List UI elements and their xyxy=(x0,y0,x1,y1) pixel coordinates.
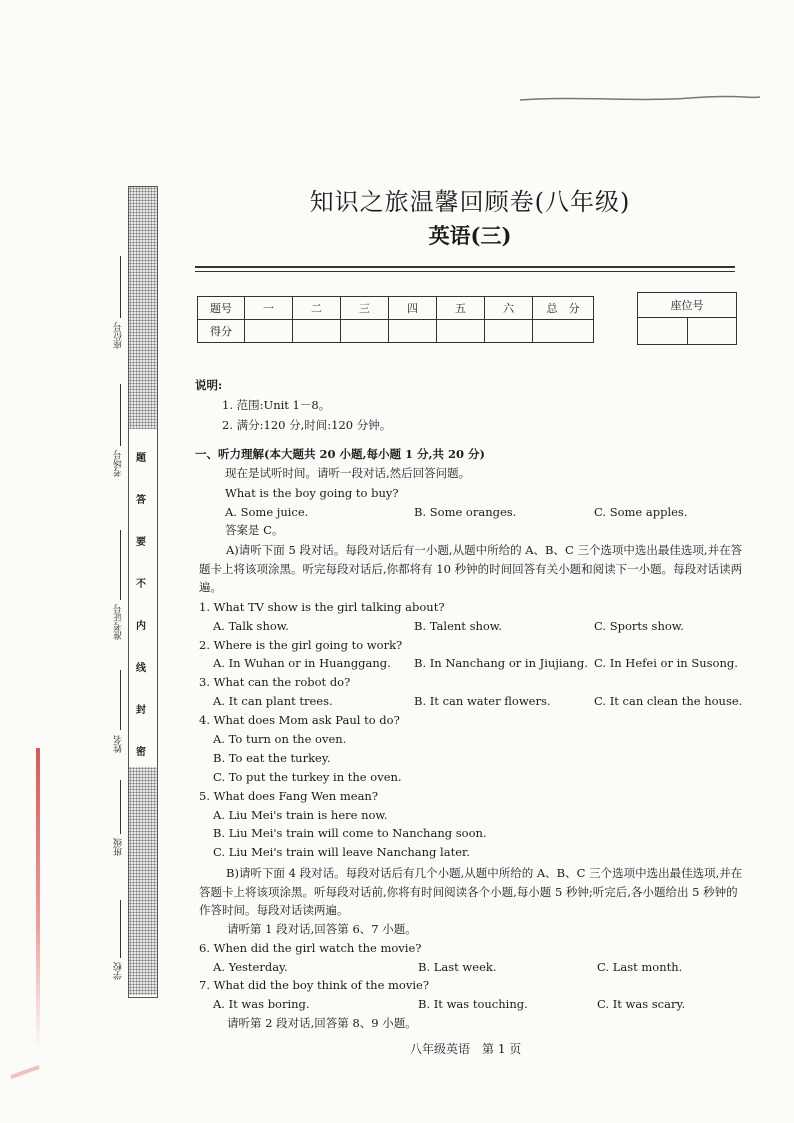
option: C. Sports show. xyxy=(594,619,684,633)
notes-heading: 说明: xyxy=(195,378,223,392)
option: C. Last month. xyxy=(597,960,683,974)
score-cell[interactable] xyxy=(389,320,437,343)
class-label: 班级 xyxy=(114,838,124,856)
seal-char: 线 xyxy=(136,663,146,674)
option: B. Liu Mei's train will come to Nanchang soon. xyxy=(213,826,487,840)
option: B. In Nanchang or in Jiujiang. xyxy=(414,656,588,670)
option: A. It can plant trees. xyxy=(213,694,333,708)
question: 7. What did the boy think of the movie? xyxy=(199,978,430,992)
score-cell[interactable] xyxy=(533,320,594,343)
seal-char: 内 xyxy=(136,621,146,632)
option: A. Some juice. xyxy=(225,505,309,519)
seal-char: 题 xyxy=(136,453,146,464)
binding-strip xyxy=(128,186,158,998)
option: A. Liu Mei's train is here now. xyxy=(213,808,388,822)
score-cell[interactable] xyxy=(341,320,389,343)
sample-question: What is the boy going to buy? xyxy=(225,486,399,500)
score-header-cell: 二 xyxy=(293,297,341,320)
admission-number-line[interactable] xyxy=(120,530,121,600)
score-header-cell: 三 xyxy=(341,297,389,320)
part-a-instructions: A)请听下面 5 段对话。每段对话后有一小题,从题中所给的 A、B、C 三个选项中选出最佳选项,并在答题卡上将该项涂黑。听完每段对话后,你都将有 10 秒钟的时间回答有关小题和阅读下一小题。每段对话读两遍。 xyxy=(199,543,743,594)
option: C. Some apples. xyxy=(594,505,688,519)
question: 2. Where is the girl going to work? xyxy=(199,638,403,652)
dialog-instruction: 请听第 2 段对话,回答第 8、9 小题。 xyxy=(227,1016,417,1030)
question: 4. What does Mom ask Paul to do? xyxy=(199,713,400,727)
option: C. It was scary. xyxy=(597,997,686,1011)
score-header-cell: 一 xyxy=(245,297,293,320)
exam-room-label: 考场号 xyxy=(114,450,124,477)
question: 3. What can the robot do? xyxy=(199,675,351,689)
seal-line-area xyxy=(129,429,157,767)
name-label: 姓名 xyxy=(114,735,124,753)
notes-item: 1. 范围:Unit 1－8。 xyxy=(222,398,331,412)
notes-item: 2. 满分:120 分,时间:120 分钟。 xyxy=(222,418,392,432)
option: B. Some oranges. xyxy=(414,505,517,519)
seat-number-label: 座位号 xyxy=(114,322,124,349)
score-cell[interactable] xyxy=(245,320,293,343)
score-header-cell: 总 分 xyxy=(533,297,594,320)
score-cell[interactable] xyxy=(437,320,485,343)
seal-char: 答 xyxy=(136,495,146,506)
binding-pattern-top xyxy=(129,187,157,429)
option: A. To turn on the oven. xyxy=(213,732,347,746)
option: C. To put the turkey in the oven. xyxy=(213,770,402,784)
question: 5. What does Fang Wen mean? xyxy=(199,789,379,803)
score-header-cell: 五 xyxy=(437,297,485,320)
scan-stroke-mark xyxy=(520,94,760,104)
seat-cell[interactable] xyxy=(687,318,737,345)
seal-char: 不 xyxy=(136,579,146,590)
score-row-label: 得分 xyxy=(198,320,245,343)
exam-title: 知识之旅温馨回顾卷(八年级) xyxy=(309,188,631,216)
option: B. Last week. xyxy=(418,960,497,974)
binding-pattern-bottom xyxy=(129,767,157,995)
red-margin-mark xyxy=(36,748,40,1048)
admission-number-label: 准考证号 xyxy=(114,604,124,640)
sample-answer: 答案是 C。 xyxy=(225,523,284,537)
score-header-cell: 六 xyxy=(485,297,533,320)
exam-room-line[interactable] xyxy=(120,384,121,446)
option: B. It was touching. xyxy=(418,997,528,1011)
school-label: 学校 xyxy=(114,962,124,980)
option: C. Liu Mei's train will leave Nanchang later. xyxy=(213,845,470,859)
option: C. In Hefei or in Susong. xyxy=(594,656,738,670)
dialog-instruction: 请听第 1 段对话,回答第 6、7 小题。 xyxy=(227,922,417,936)
seat-cell[interactable] xyxy=(638,318,688,345)
question: 1. What TV show is the girl talking about? xyxy=(199,600,445,614)
option: A. Talk show. xyxy=(213,619,289,633)
seat-table xyxy=(637,292,737,345)
option: B. Talent show. xyxy=(414,619,502,633)
score-table xyxy=(197,296,594,343)
question: 6. When did the girl watch the movie? xyxy=(199,941,422,955)
option: B. To eat the turkey. xyxy=(213,751,331,765)
school-line[interactable] xyxy=(120,900,121,958)
name-line[interactable] xyxy=(120,670,121,730)
page-footer: 八年级英语 第 1 页 xyxy=(410,1042,522,1056)
option: A. In Wuhan or in Huanggang. xyxy=(213,656,391,670)
seal-char: 要 xyxy=(136,537,146,548)
section-heading: 一、听力理解(本大题共 20 小题,每小题 1 分,共 20 分) xyxy=(195,447,485,461)
seat-number-line[interactable] xyxy=(120,256,121,318)
score-cell[interactable] xyxy=(293,320,341,343)
option: B. It can water flowers. xyxy=(414,694,551,708)
seal-char: 密 xyxy=(136,747,146,758)
score-header-cell: 题号 xyxy=(198,297,245,320)
exam-subtitle: 英语(三) xyxy=(428,223,512,248)
option: C. It can clean the house. xyxy=(594,694,743,708)
title-rule-thin xyxy=(195,271,735,272)
score-cell[interactable] xyxy=(485,320,533,343)
score-header-cell: 四 xyxy=(389,297,437,320)
red-corner-mark xyxy=(10,1065,40,1079)
option: A. It was boring. xyxy=(213,997,310,1011)
class-line[interactable] xyxy=(120,780,121,834)
title-rule xyxy=(195,266,735,268)
seat-label: 座位号 xyxy=(638,293,737,318)
part-b-instructions: B)请听下面 4 段对话。每段对话后有几个小题,从题中所给的 A、B、C 三个选项中选出最佳选项,并在答题卡上将该项涂黑。听每段对话前,你将有时间阅读各个小题,每小题 5 秒钟;听完后,各小题给出 5 秒钟的作答时间。每段对话读两遍。 xyxy=(199,866,743,917)
intro-text: 现在是试听时间。请听一段对话,然后回答问题。 xyxy=(225,466,471,480)
option: A. Yesterday. xyxy=(213,960,288,974)
seal-char: 封 xyxy=(136,705,146,716)
